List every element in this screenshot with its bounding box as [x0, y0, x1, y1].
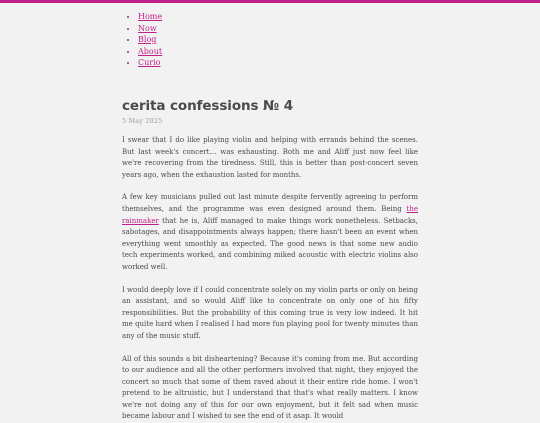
- nav-link-curio[interactable]: Curio: [138, 58, 160, 67]
- nav-link-home[interactable]: Home: [138, 12, 162, 21]
- post-paragraph-4: All of this sounds a bit disheartening? Because it's coming from me. But according to our audience and all the other performers involved that night, they enjoyed the concert so much that some of them raved about it their entire ride home. I won't pretend to be altruistic, but I understand that that's what really matters. I know we're not doing any of this for our own enjoyment, but it felt sad when music became labour and I wished to see the end of it asap. It would: [122, 354, 418, 423]
- paragraph-2-text-end: that he is, Aliff managed to make things work nonetheless. Setbacks, sabotages, and disappointments always happen; there hasn't been an event when everything went smoothly as expected. The good news is that some new audio tech experiments worked, and combining miked acoustic with electric violins also worked well.: [122, 217, 418, 271]
- nav-link-about[interactable]: About: [138, 47, 162, 56]
- post-paragraph-3: I would deeply love if I could concentrate solely on my violin parts or only on being an assistant, and so would Aliff like to concentrate on only one of his fifty responsibilities. But the probability of this coming true is very low indeed. It hit me quite hard when I realised I had more fun playing pool for twenty minutes than any of the music stuff.: [122, 285, 418, 343]
- post-paragraph-1: I swear that I do like playing violin and helping with errands behind the scenes. But last week's concert… was exhausting. Both me and Aliff just now feel like we're recovering from the tiredness. Still, this is better than post-concert seven years ago, when the exhaustion lasted for months.: [122, 135, 418, 181]
- nav-link-blog[interactable]: Blog: [138, 35, 156, 44]
- main-nav: [122, 11, 162, 69]
- nav-item-home: [138, 11, 162, 23]
- nav-item-now: [138, 23, 162, 35]
- rainmaker-link[interactable]: the rainmaker: [122, 205, 418, 225]
- nav-item-about: [138, 46, 162, 58]
- post-content: [122, 96, 418, 423]
- post-paragraph-2: [122, 192, 418, 273]
- nav-link-now[interactable]: Now: [138, 24, 157, 33]
- top-accent-bar: [0, 0, 540, 3]
- nav-item-blog: [138, 34, 162, 46]
- paragraph-2-text-start: A few key musicians pulled out last minute despite fervently agreeing to perform themselves, and the programme was even designed around them. Being: [122, 193, 418, 213]
- post-date: 5 May 2025: [122, 117, 418, 126]
- post-title: cerita confessions № 4: [122, 96, 418, 116]
- nav-item-curio: [138, 57, 162, 69]
